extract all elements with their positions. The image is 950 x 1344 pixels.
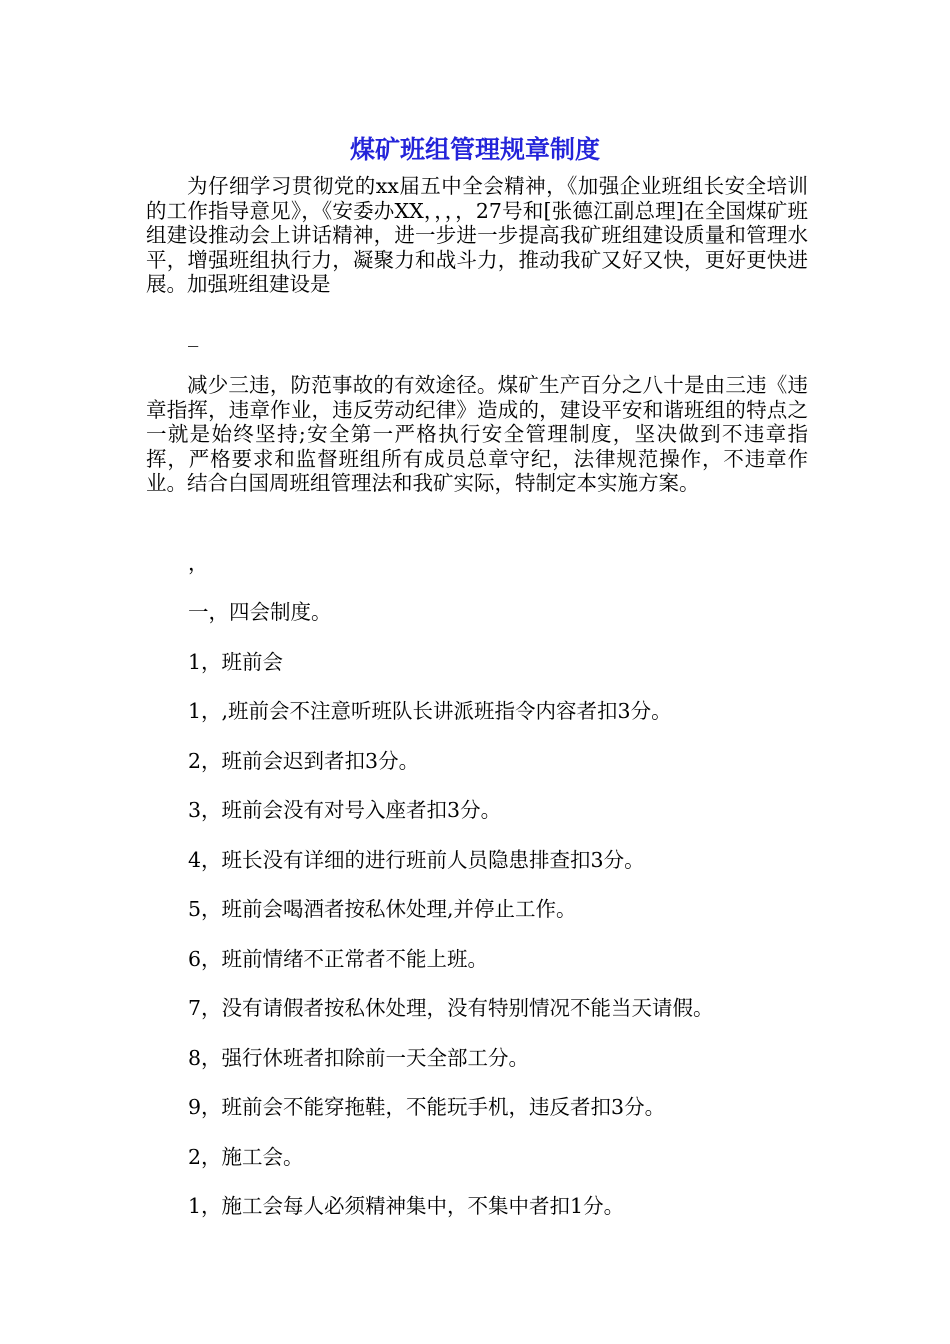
subsection-work-meeting: 2，施工会。 [188,1145,304,1169]
second-paragraph: 减少三违，防范事故的有效途径。煤矿生产百分之八十是由三违《违章指挥，违章作业，违反劳动纪律》造成的，建设平安和谐班组的特点之一就是始终坚持;安全第一严格执行安全管理制度，坚决做到不违章指挥，严格要求和监督班组所有成员总章守纪，法律规范操作，不违章作业。结合白国周班组管理法和我矿实际，特制定本实施方案。 [146,373,808,496]
section-heading-four-meetings: 一，四会制度。 [188,600,332,624]
list-item: 4，班长没有详细的进行班前人员隐患排查扣3分。 [188,848,645,872]
list-item: 7，没有请假者按私休处理，没有特别情况不能当天请假。 [188,996,714,1020]
dash-mark: _ [188,323,199,347]
list-item: 6，班前情绪不正常者不能上班。 [188,947,489,971]
list-item: 2，班前会迟到者扣3分。 [188,749,420,773]
document-title: 煤矿班组管理规章制度 [349,135,600,164]
intro-paragraph: 为仔细学习贯彻党的xx届五中全会精神，《加强企业班组长安全培训的工作指导意见》，《安委办XX，，，，27号和[张德江副总理]在全国煤矿班组建设推动会上讲话精神，进一步进一步提高我矿班组建设质量和管理水平，增强班组执行力，凝聚力和战斗力，推动我矿又好又快，更好更快进展。加强班组建设是 [146,174,808,297]
list-item: 5，班前会喝酒者按私休处理,并停止工作。 [188,897,577,921]
subsection-pre-shift-meeting: 1，班前会 [188,650,284,674]
comma-mark: ， [188,551,209,575]
list-item: 9，班前会不能穿拖鞋，不能玩手机，违反者扣3分。 [188,1095,666,1119]
list-item: 1，,班前会不注意听班队长讲派班指令内容者扣3分。 [188,699,672,723]
list-item: 8，强行休班者扣除前一天全部工分。 [188,1046,530,1070]
list-item: 1，施工会每人必须精神集中，不集中者扣1分。 [188,1194,625,1218]
list-item: 3，班前会没有对号入座者扣3分。 [188,798,502,822]
